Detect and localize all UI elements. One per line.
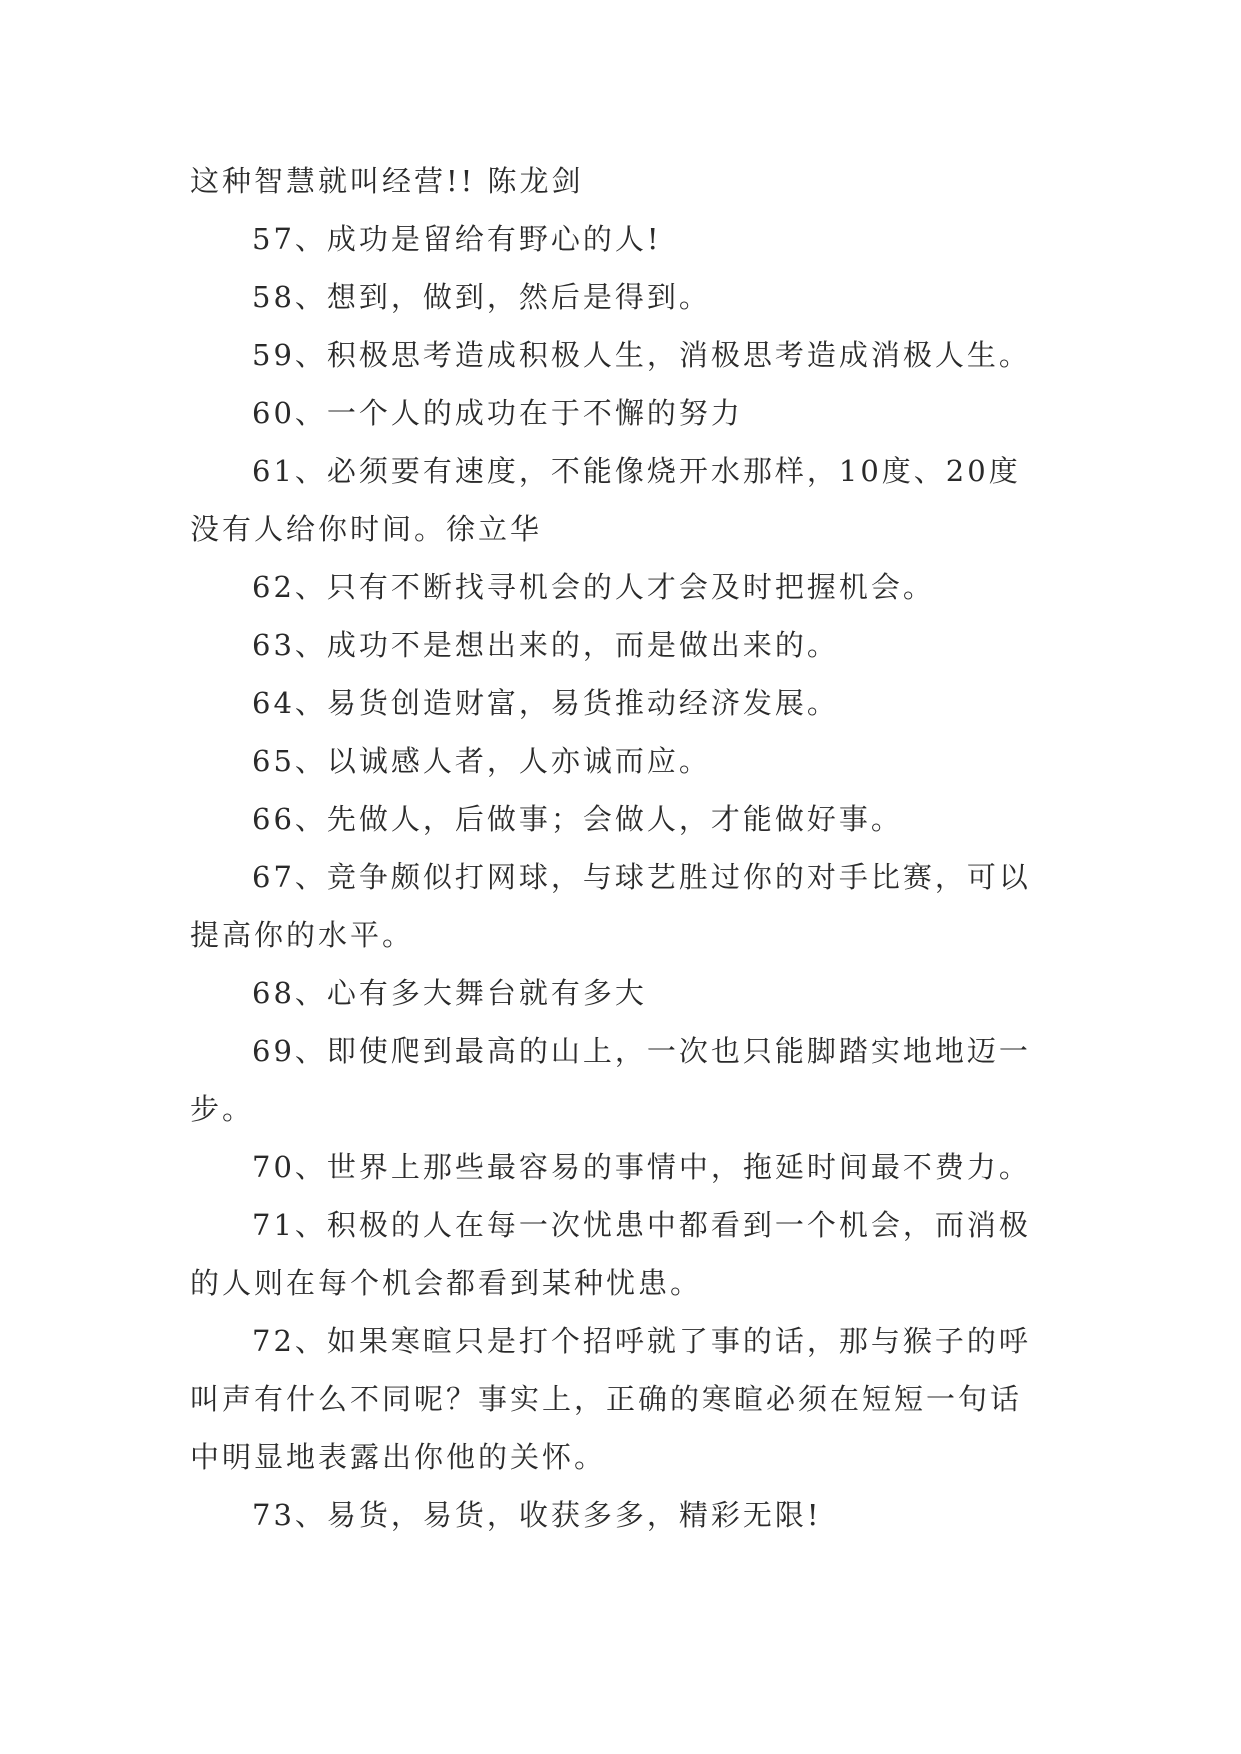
list-item: 70、世界上那些最容易的事情中，拖延时间最不费力。 xyxy=(252,1150,1031,1184)
list-item: 67、竞争颇似打网球，与球艺胜过你的对手比赛，可以 xyxy=(252,860,1031,894)
text-line: 提高你的水平。 xyxy=(190,918,415,952)
text-line: 步。 xyxy=(190,1092,255,1126)
list-item: 62、只有不断找寻机会的人才会及时把握机会。 xyxy=(252,570,935,604)
list-item: 71、积极的人在每一次忧患中都看到一个机会，而消极 xyxy=(252,1208,1031,1242)
list-item: 63、成功不是想出来的，而是做出来的。 xyxy=(252,628,839,662)
text-line: 这种智慧就叫经营!! 陈龙剑 xyxy=(190,164,584,198)
list-item: 72、如果寒暄只是打个招呼就了事的话，那与猴子的呼 xyxy=(252,1324,1031,1358)
list-item: 69、即使爬到最高的山上，一次也只能脚踏实地地迈一 xyxy=(252,1034,1031,1068)
text-line: 中明显地表露出你他的关怀。 xyxy=(190,1440,607,1474)
list-item: 68、心有多大舞台就有多大 xyxy=(252,976,647,1010)
list-item: 60、一个人的成功在于不懈的努力 xyxy=(252,396,743,430)
list-item: 64、易货创造财富，易货推动经济发展。 xyxy=(252,686,839,720)
list-item: 59、积极思考造成积极人生，消极思考造成消极人生。 xyxy=(252,338,1031,372)
list-item: 58、想到，做到，然后是得到。 xyxy=(252,280,711,314)
list-item: 73、易货，易货，收获多多，精彩无限! xyxy=(252,1498,822,1532)
text-line: 没有人给你时间。徐立华 xyxy=(190,512,543,546)
text-line: 的人则在每个机会都看到某种忧患。 xyxy=(190,1266,703,1300)
list-item: 66、先做人，后做事；会做人，才能做好事。 xyxy=(252,802,903,836)
text-line: 叫声有什么不同呢？事实上，正确的寒暄必须在短短一句话 xyxy=(190,1382,1023,1416)
list-item: 61、必须要有速度，不能像烧开水那样，10度、20度 xyxy=(252,454,1021,488)
list-item: 65、以诚感人者，人亦诚而应。 xyxy=(252,744,711,778)
document-body xyxy=(190,152,1070,1544)
list-item: 57、成功是留给有野心的人! xyxy=(252,222,662,256)
